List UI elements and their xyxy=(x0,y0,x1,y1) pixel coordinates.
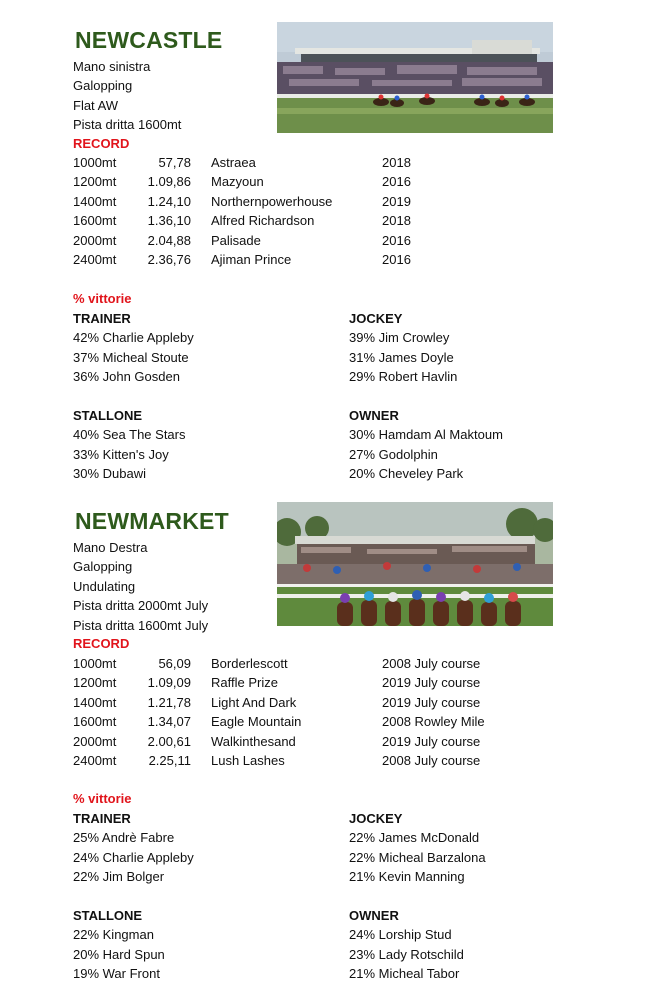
record-distance: 1000mt xyxy=(73,155,117,170)
record-time: 56,09 xyxy=(158,656,191,671)
record-time: 2.04,88 xyxy=(147,232,191,248)
record-horse: Raffle Prize xyxy=(211,675,278,691)
record-horse: Eagle Mountain xyxy=(211,714,302,730)
owner-heading: OWNER xyxy=(349,408,399,423)
info-line: Galopping xyxy=(73,559,133,575)
record-horse: Astraea xyxy=(211,155,256,170)
record-time: 1.21,78 xyxy=(147,694,191,710)
trainer-heading: TRAINER xyxy=(73,811,131,826)
stallone-item: 19% War Front xyxy=(73,966,160,982)
jockey-list xyxy=(349,309,457,387)
owner-item: 21% Micheal Tabor xyxy=(349,966,460,982)
win-percent-label: % vittorie xyxy=(73,291,132,306)
track-info xyxy=(73,538,208,635)
record-time: 1.36,10 xyxy=(147,213,191,229)
owner-item: 27% Godolphin xyxy=(349,446,438,462)
info-line: Mano sinistra xyxy=(73,59,151,74)
stallone-list xyxy=(73,406,186,484)
stallone-heading: STALLONE xyxy=(73,908,143,923)
stallone-list xyxy=(73,906,165,984)
owner-heading: OWNER xyxy=(349,908,399,923)
record-year: 2008 July course xyxy=(382,656,481,671)
jockey-item: 21% Kevin Manning xyxy=(349,869,465,885)
stallone-item: 40% Sea The Stars xyxy=(73,427,186,443)
record-horse: Alfred Richardson xyxy=(211,213,315,229)
record-year: 2008 Rowley Mile xyxy=(382,714,485,730)
record-distance: 1400mt xyxy=(73,193,117,209)
trainer-heading: TRAINER xyxy=(73,311,131,326)
info-line: Pista dritta 1600mt xyxy=(73,117,182,133)
racecourse-photo xyxy=(277,22,553,133)
info-line: Mano Destra xyxy=(73,540,148,555)
record-time: 1.24,10 xyxy=(147,193,191,209)
owner-item: 23% Lady Rotschild xyxy=(349,946,464,962)
record-horse: Light And Dark xyxy=(211,694,297,710)
record-time: 57,78 xyxy=(158,155,191,170)
track-info xyxy=(73,57,181,135)
jockey-heading: JOCKEY xyxy=(349,811,403,826)
racecourse-photo xyxy=(277,502,553,626)
record-label: RECORD xyxy=(73,636,130,651)
record-time: 1.34,07 xyxy=(147,714,191,730)
record-horse: Northernpowerhouse xyxy=(211,193,333,209)
record-distance: 2000mt xyxy=(73,733,117,749)
info-line: Flat AW xyxy=(73,97,119,113)
owner-item: 30% Hamdam Al Maktoum xyxy=(349,427,503,443)
trainer-item: 25% Andrè Fabre xyxy=(73,830,175,846)
record-distance: 1000mt xyxy=(73,656,117,671)
record-year: 2016 xyxy=(382,232,411,248)
owner-item: 20% Cheveley Park xyxy=(349,466,464,482)
owner-item: 24% Lorship Stud xyxy=(349,927,452,943)
win-percent-label: % vittorie xyxy=(73,791,132,806)
record-year: 2008 July course xyxy=(382,752,481,768)
record-horse: Mazyoun xyxy=(211,174,264,190)
record-horse: Walkinthesand xyxy=(211,733,296,749)
track-title: NEWCASTLE xyxy=(75,27,223,53)
record-distance: 2400mt xyxy=(73,251,117,267)
track-title: NEWMARKET xyxy=(75,508,229,534)
record-distance: 1200mt xyxy=(73,174,117,190)
record-distance: 1600mt xyxy=(73,213,117,229)
jockey-item: 29% Robert Havlin xyxy=(349,369,458,385)
info-line: Undulating xyxy=(73,578,136,594)
record-year: 2019 xyxy=(382,193,411,209)
jockey-heading: JOCKEY xyxy=(349,311,403,326)
trainer-item: 36% John Gosden xyxy=(73,369,180,385)
stallone-item: 22% Kingman xyxy=(73,927,154,943)
record-horse: Borderlescott xyxy=(211,656,288,671)
jockey-item: 22% James McDonald xyxy=(349,830,480,846)
trainer-list xyxy=(73,309,194,387)
record-distance: 2400mt xyxy=(73,752,117,768)
record-year: 2018 xyxy=(382,155,411,170)
record-time: 2.00,61 xyxy=(147,733,191,749)
record-time: 1.09,86 xyxy=(147,174,191,190)
record-year: 2019 July course xyxy=(382,733,481,749)
record-horse: Ajiman Prince xyxy=(211,251,292,267)
record-horse: Palisade xyxy=(211,232,261,248)
stallone-item: 20% Hard Spun xyxy=(73,946,165,962)
record-year: 2016 xyxy=(382,174,411,190)
stallone-item: 33% Kitten's Joy xyxy=(73,446,169,462)
record-time: 2.25,11 xyxy=(148,752,191,768)
stallone-heading: STALLONE xyxy=(73,408,143,423)
trainer-item: 24% Charlie Appleby xyxy=(73,849,194,865)
jockey-item: 31% James Doyle xyxy=(349,349,454,365)
record-label: RECORD xyxy=(73,136,130,151)
trainer-item: 37% Micheal Stoute xyxy=(73,349,189,365)
record-year: 2019 July course xyxy=(382,694,481,710)
trainer-list xyxy=(73,809,194,887)
record-time: 1.09,09 xyxy=(147,675,191,691)
info-line: Pista dritta 1600mt July xyxy=(73,617,209,633)
record-time: 2.36,76 xyxy=(147,251,191,267)
record-year: 2016 xyxy=(382,251,411,267)
record-distance: 1200mt xyxy=(73,675,117,691)
record-distance: 1400mt xyxy=(73,694,117,710)
trainer-item: 22% Jim Bolger xyxy=(73,869,165,885)
record-horse: Lush Lashes xyxy=(211,752,285,768)
record-year: 2018 xyxy=(382,213,411,229)
info-line: Galopping xyxy=(73,78,133,94)
newcastle-racecourse-image xyxy=(277,22,553,133)
info-line: Pista dritta 2000mt July xyxy=(73,598,209,614)
newmarket-racecourse-image xyxy=(277,502,553,626)
record-distance: 1600mt xyxy=(73,714,117,730)
jockey-item: 39% Jim Crowley xyxy=(349,330,450,346)
record-year: 2019 July course xyxy=(382,675,481,691)
jockey-item: 22% Micheal Barzalona xyxy=(349,849,486,865)
stallone-item: 30% Dubawi xyxy=(73,466,146,482)
jockey-list xyxy=(349,809,486,887)
owner-list xyxy=(349,906,464,984)
trainer-item: 42% Charlie Appleby xyxy=(73,330,194,346)
record-distance: 2000mt xyxy=(73,232,117,248)
owner-list xyxy=(349,406,503,484)
